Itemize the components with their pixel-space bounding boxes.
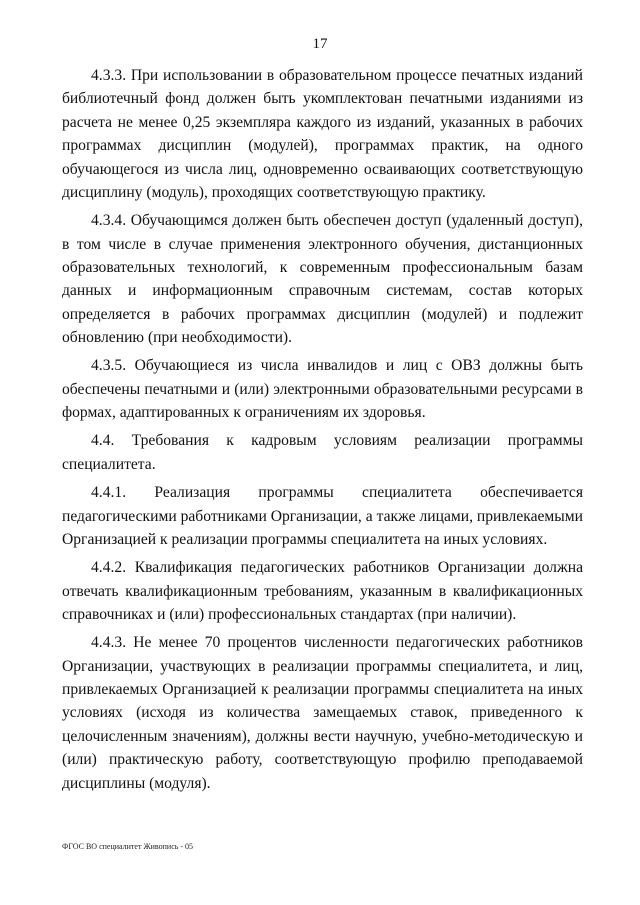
paragraph-4-4: 4.4. Требования к кадровым условиям реализации программы специалитета.: [62, 432, 583, 473]
page-footer: ФГОС ВО специалитет Живопись - 05: [62, 842, 194, 851]
page-number: 17: [312, 36, 328, 52]
document-body: [62, 64, 583, 800]
paragraph-4-3-3: 4.3.3. При использовании в образовательном процессе печатных изданий библиотечный фонд должен быть укомплектован печатными изданиями из расчета не менее 0,25 экземпляра каждого из изданий, указанных в рабочих программах дисциплин (модулей), программах практик, на одного обучающегося из числа лиц, одновременно осваивающих соответствующую дисциплину (модуль), проходящих соответствующую практику.: [62, 67, 583, 202]
paragraph-4-3-4: 4.3.4. Обучающимся должен быть обеспечен доступ (удаленный доступ), в том числе в случае применения электронного обучения, дистанционных образовательных технологий, к современным профессиональным базам данных и информационным справочным системам, состав которых определяется в рабочих программах дисциплин (модулей) и подлежит обновлению (при необходимости).: [62, 212, 583, 347]
paragraph-4-4-1: 4.4.1. Реализация программы специалитета обеспечивается педагогическими работниками Организации, а также лицами, привлекаемыми Организацией к реализации программы специалитета на иных условиях.: [62, 484, 583, 548]
paragraph-4-3-5: 4.3.5. Обучающиеся из числа инвалидов и лиц с ОВЗ должны быть обеспечены печатными и (или) электронными образовательными ресурсами в формах, адаптированных к ограничениям их здоровья.: [62, 357, 583, 422]
paragraph-4-4-3: 4.4.3. Не менее 70 процентов численности педагогических работников Организации, участвующих в реализации программы специалитета, и лиц, привлекаемых Организацией к реализации программы специалитета на иных условиях (исходя из количества замещаемых ставок, приведенного к целочисленным значениям), должны вести научную, учебно-методическую и (или) практическую работу, соответствующую профилю преподаваемой дисциплины (модуля).: [62, 634, 583, 792]
paragraph-4-4-2: 4.4.2. Квалификация педагогических работников Организации должна отвечать квалификационным требованиям, указанным в квалификационных справочниках и (или) профессиональных стандартах (при наличии).: [62, 559, 583, 623]
